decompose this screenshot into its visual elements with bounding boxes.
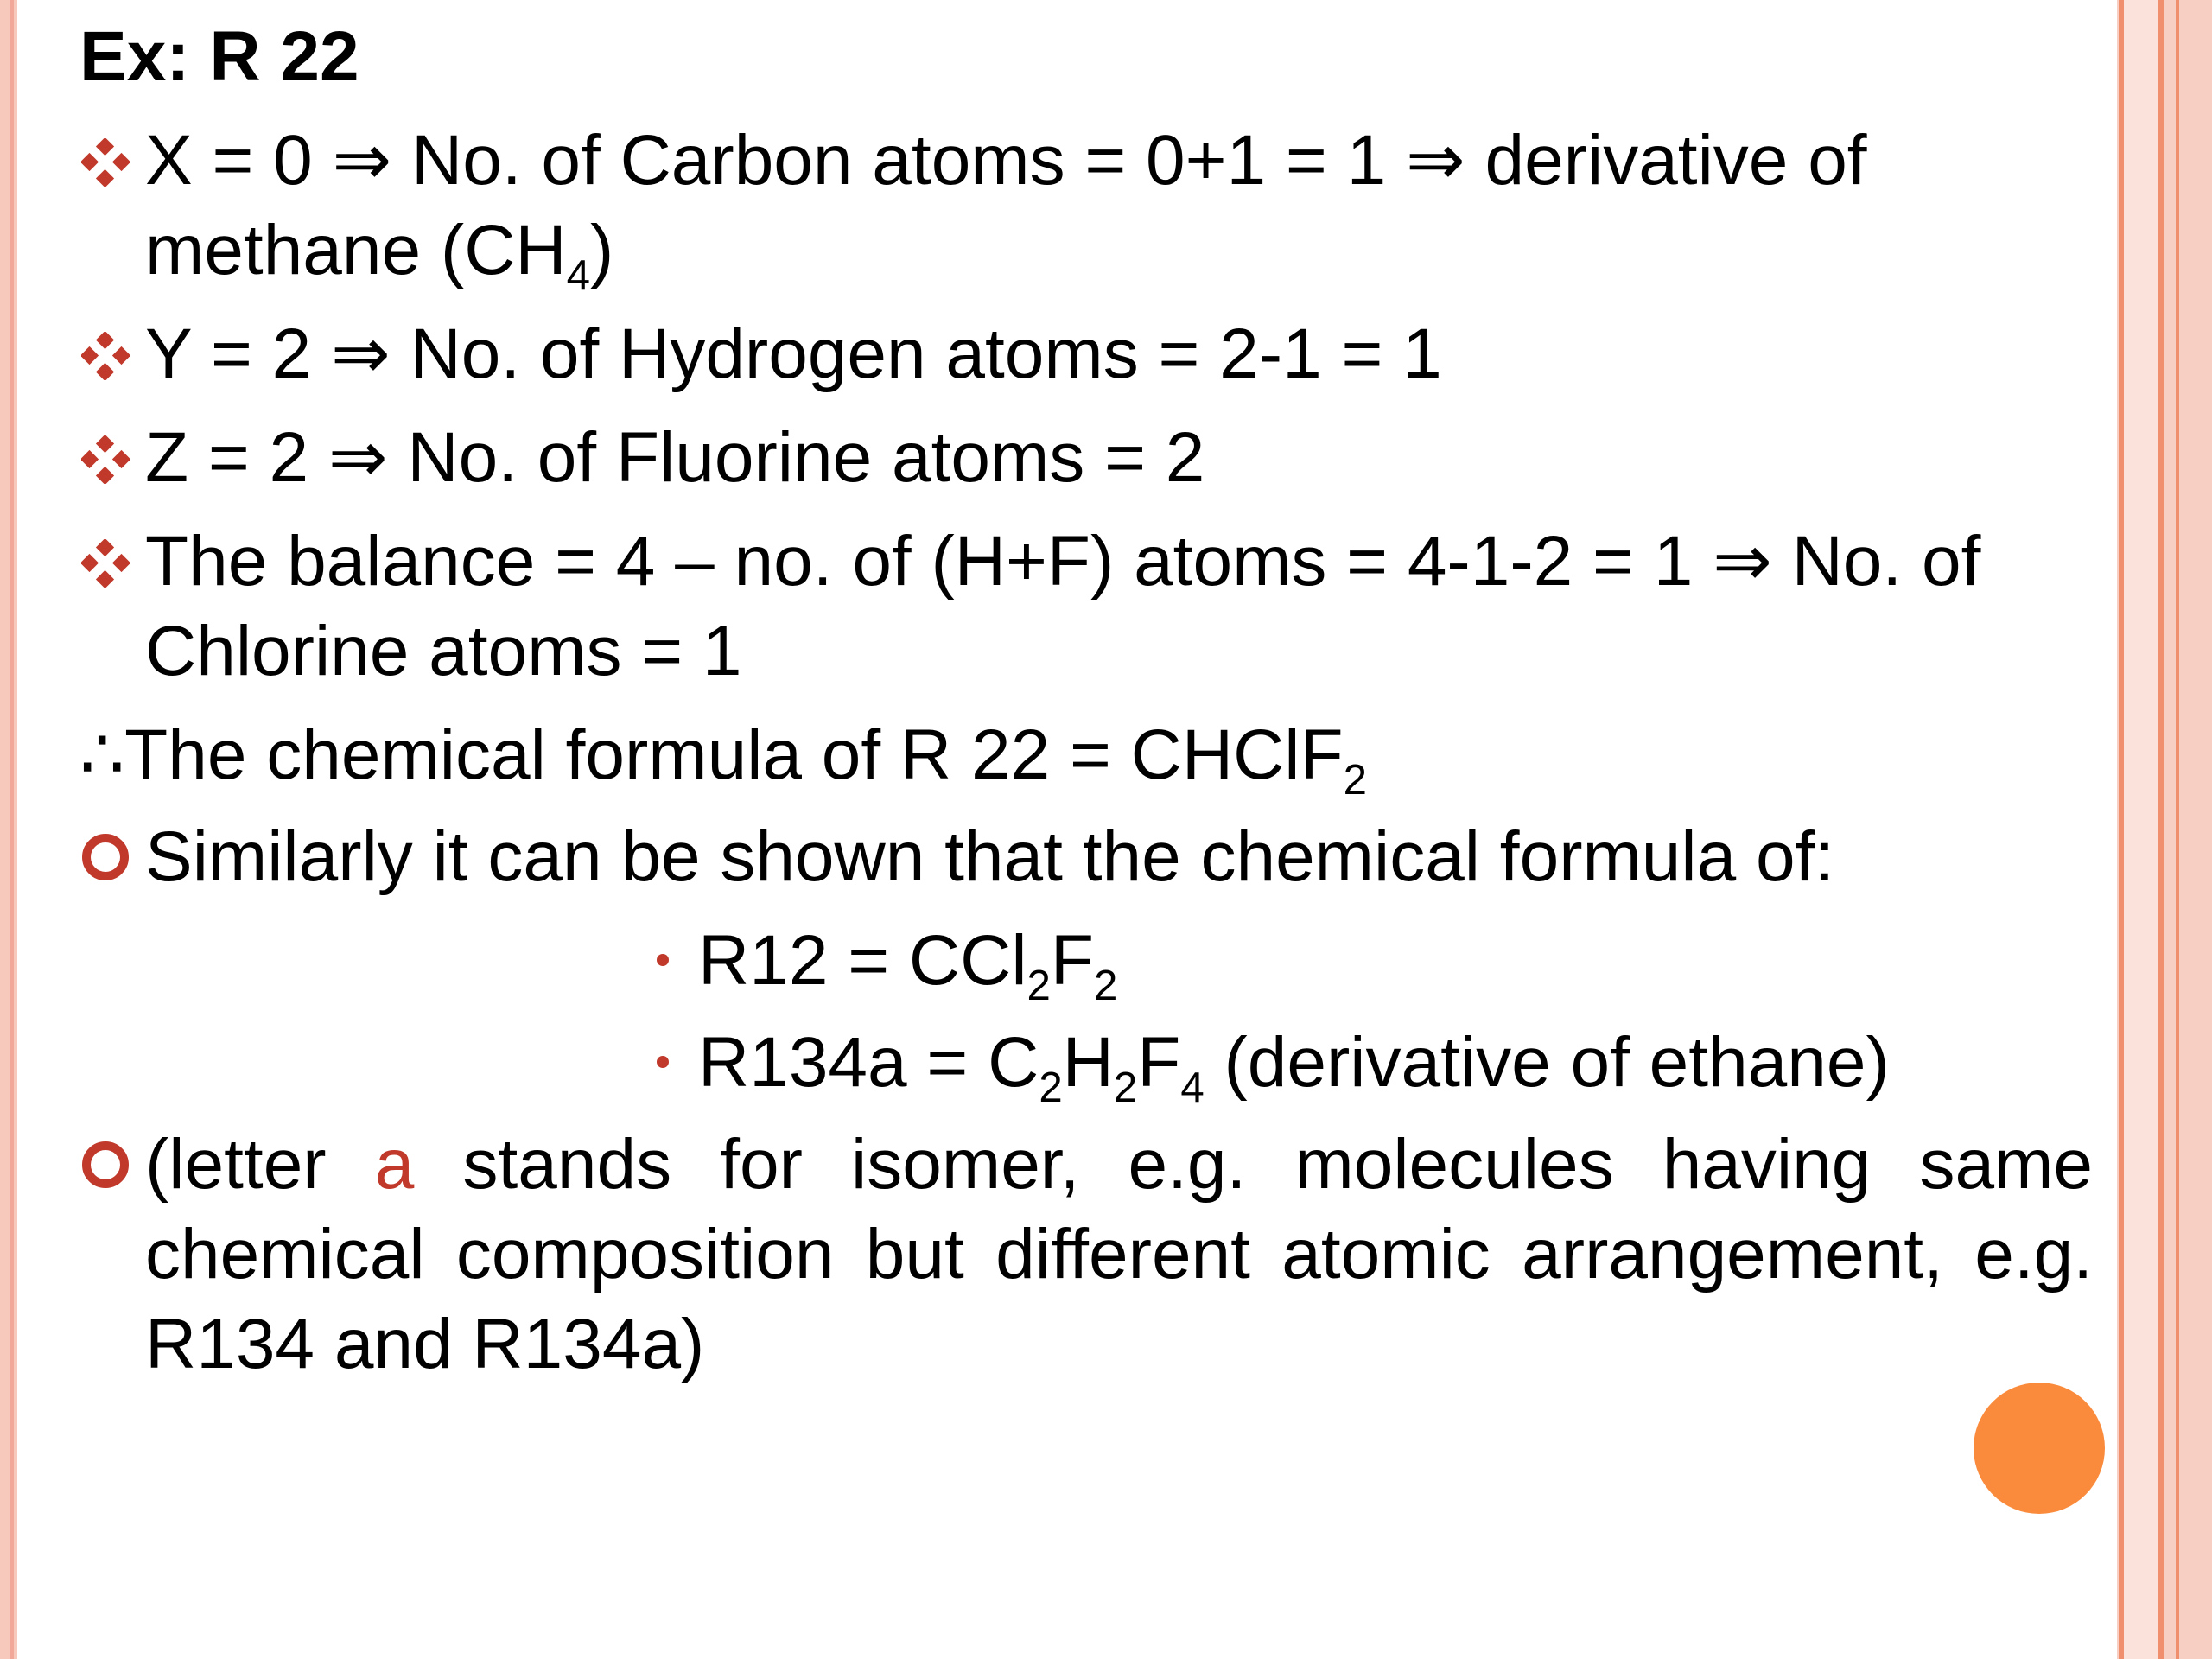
therefore-symbol: ∴ — [79, 715, 125, 794]
ring-bullet-icon — [79, 1120, 145, 1210]
slide-left-border — [0, 0, 17, 1659]
slide-heading: Ex: R 22 — [79, 17, 359, 96]
list-item — [79, 116, 2093, 299]
dot-bullet-icon — [657, 954, 669, 966]
note-text: (letter a stands for isomer, e.g. molecules having same chemical composition but different atomic arrangement, e.g. R134 and R134a) — [145, 1125, 2093, 1383]
highlight-letter: a — [374, 1125, 415, 1204]
list-item-line: Z = 2 ⇒ No. of Fluorine atoms = 2 — [145, 418, 1205, 497]
list-item-line: methane $(CH_4)$ — [145, 211, 614, 299]
diamond-quad-icon — [79, 413, 145, 503]
diamond-quad-icon — [79, 309, 145, 399]
decorative-circle — [1974, 1382, 2105, 1514]
formula-item: $R134a = C_2H_2F_4$ (derivative of ethane) — [79, 1018, 2093, 1108]
list-item — [79, 812, 2093, 902]
list-item — [79, 1120, 2093, 1389]
list-item-line: Similarly it can be shown that the chemical formula of: — [145, 817, 1835, 896]
list-item-line: The balance = 4 – no. of (H+F) atoms = 4-1-2 = 1 ⇒ No. of — [145, 522, 1981, 601]
list-item — [79, 517, 2093, 696]
ring-bullet-icon — [79, 812, 145, 902]
conclusion-line: ∴The chemical formula of R 22 = CHClF$_2$ — [79, 710, 2093, 800]
list-item-line: X = 0 ⇒ No. of Carbon atoms = 0+1 = 1 ⇒ derivative of — [145, 121, 1867, 200]
slide-right-band-gap — [2124, 0, 2158, 1659]
slide-right-line — [2158, 0, 2164, 1659]
diamond-quad-icon — [79, 116, 145, 206]
list-item-line: Chlorine atoms = 1 — [145, 612, 742, 690]
list-item — [79, 413, 2093, 503]
slide-content — [79, 12, 2093, 1403]
list-item-line: Y = 2 ⇒ No. of Hydrogen atoms = 2-1 = 1 — [145, 315, 1442, 393]
list-item — [79, 309, 2093, 399]
diamond-quad-icon — [79, 517, 145, 607]
formula-item: $R12 = CCl_2F_2$ — [79, 916, 2093, 1006]
slide-right-line — [2176, 0, 2179, 1659]
dot-bullet-icon — [657, 1056, 669, 1068]
slide-right-line — [2119, 0, 2124, 1659]
